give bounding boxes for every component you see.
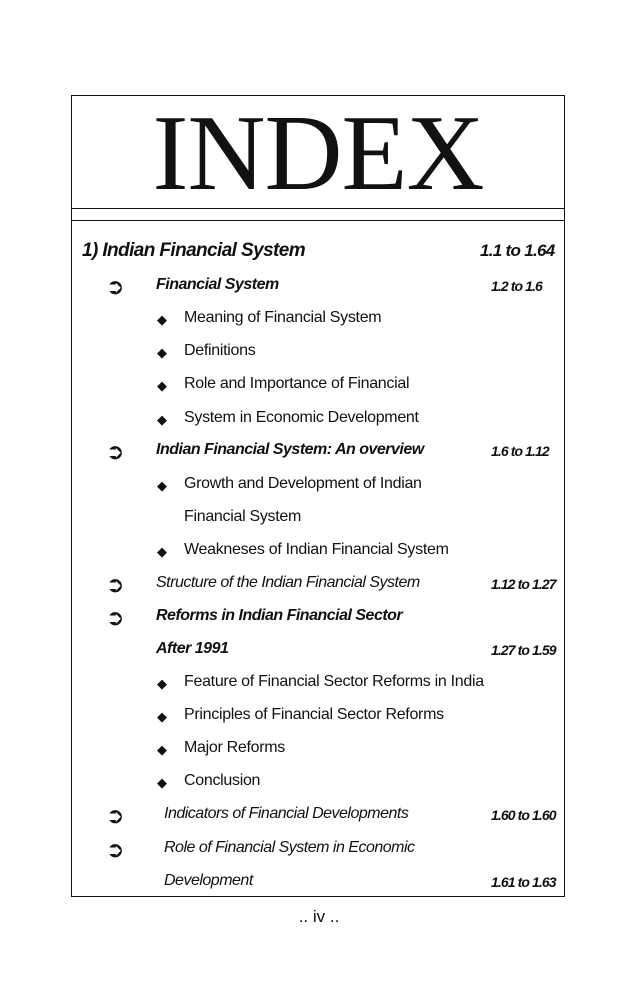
- list-item: Growth and Development of Indian: [184, 475, 422, 492]
- diamond-bullet-icon: ◆: [157, 544, 167, 559]
- arrow-bullet-icon: ➲: [106, 605, 125, 630]
- section-title-continued: After 1991: [156, 640, 229, 657]
- arrow-bullet-icon: ➲: [106, 274, 125, 299]
- section-pages: 1.61 to 1.63: [491, 874, 556, 890]
- arrow-bullet-icon: ➲: [106, 837, 125, 862]
- section-title: Reforms in Indian Financial Sector: [156, 607, 403, 624]
- section-title: Financial System: [156, 276, 279, 293]
- list-item: Meaning of Financial System: [184, 309, 382, 326]
- diamond-bullet-icon: ◆: [157, 775, 167, 790]
- section-pages: 1.2 to 1.6: [491, 278, 542, 294]
- section-title: Indicators of Financial Developments: [164, 805, 409, 822]
- diamond-bullet-icon: ◆: [157, 742, 167, 757]
- section-title: Role of Financial System in Economic: [164, 839, 415, 856]
- list-item: Role and Importance of Financial: [184, 375, 410, 392]
- diamond-bullet-icon: ◆: [157, 378, 167, 393]
- list-item: Principles of Financial Sector Reforms: [184, 706, 444, 723]
- diamond-bullet-icon: ◆: [157, 312, 167, 327]
- diamond-bullet-icon: ◆: [157, 412, 167, 427]
- chapter-title: 1) Indian Financial System: [82, 240, 306, 261]
- section-pages: 1.12 to 1.27: [491, 576, 556, 592]
- arrow-bullet-icon: ➲: [106, 803, 125, 828]
- index-frame: [71, 95, 565, 897]
- list-item-continued: Financial System: [184, 508, 302, 525]
- diamond-bullet-icon: ◆: [157, 478, 167, 493]
- list-item: Major Reforms: [184, 739, 286, 756]
- arrow-bullet-icon: ➲: [106, 439, 125, 464]
- divider: [72, 220, 564, 221]
- page-title: INDEX: [152, 94, 484, 213]
- list-item: Definitions: [184, 342, 256, 359]
- section-title: Indian Financial System: An overview: [156, 441, 424, 458]
- diamond-bullet-icon: ◆: [157, 676, 167, 691]
- divider: [72, 208, 564, 209]
- arrow-bullet-icon: ➲: [106, 572, 125, 597]
- chapter-pages: 1.1 to 1.64: [480, 241, 555, 260]
- list-item: Feature of Financial Sector Reforms in India: [184, 673, 484, 690]
- diamond-bullet-icon: ◆: [157, 345, 167, 360]
- section-pages: 1.6 to 1.12: [491, 443, 549, 459]
- section-pages: 1.27 to 1.59: [491, 642, 556, 658]
- list-item: System in Economic Development: [184, 409, 419, 426]
- section-title-continued: Development: [164, 872, 253, 889]
- diamond-bullet-icon: ◆: [157, 709, 167, 724]
- section-pages: 1.60 to 1.60: [491, 807, 556, 823]
- list-item: Weakneses of Indian Financial System: [184, 541, 449, 558]
- section-title: Structure of the Indian Financial System: [156, 574, 420, 591]
- list-item: Conclusion: [184, 772, 261, 789]
- page-number: .. iv ..: [298, 907, 340, 926]
